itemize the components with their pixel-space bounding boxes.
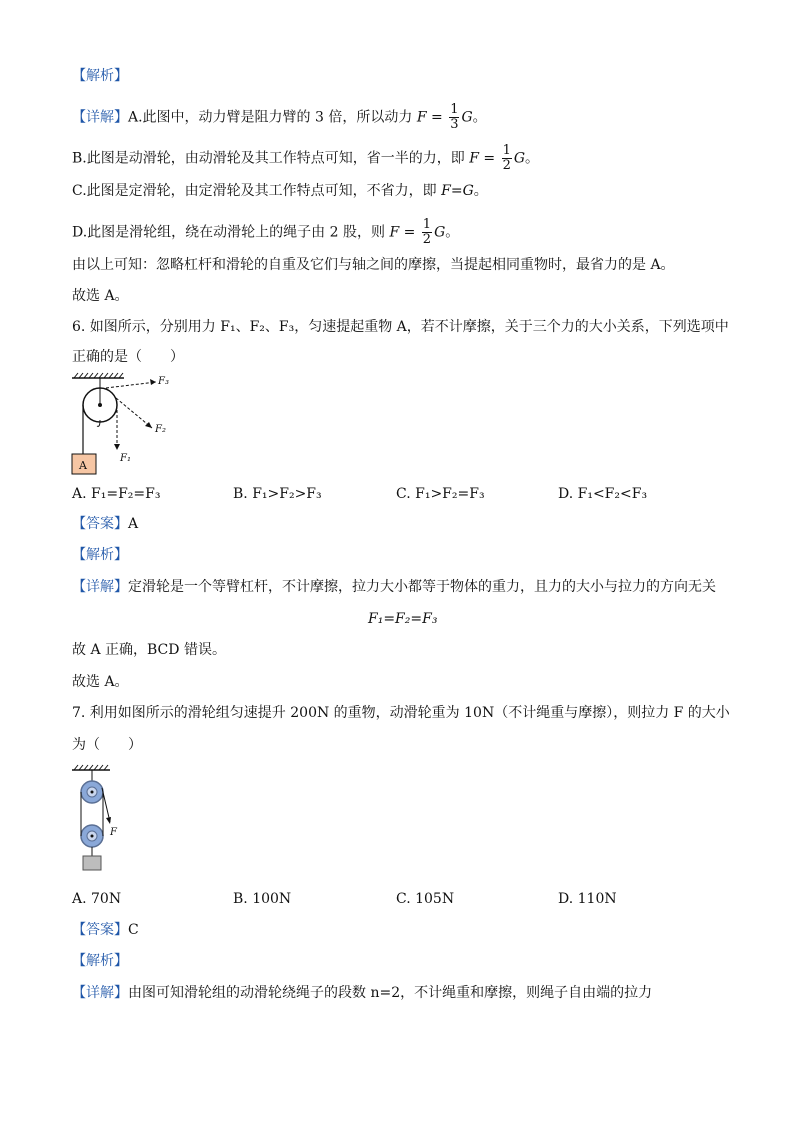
var-f: F	[389, 224, 400, 241]
q7-pulley-figure	[66, 762, 136, 874]
q7-stem-2: 为（ ）	[72, 737, 142, 753]
weight-block	[83, 856, 101, 870]
detail-line-c	[72, 181, 488, 201]
detail-text: D.此图是滑轮组，绕在动滑轮上的绳子由 2 股，则	[72, 224, 385, 241]
q7-option-c[interactable]: C. 105N	[396, 891, 455, 907]
q6-option-c[interactable]: C. F₁>F₂=F₃	[396, 486, 485, 502]
q6-option-d[interactable]: D. F₁<F₂<F₃	[558, 486, 648, 502]
period: 。	[525, 150, 540, 167]
f3-label: F₃	[158, 376, 169, 387]
period: 。	[472, 109, 487, 126]
fraction: $\frac{1}{2}$	[502, 143, 511, 173]
detail-label: 【详解】	[72, 579, 128, 595]
q7-option-b[interactable]: B. 100N	[233, 891, 292, 907]
f1-label: F₁	[120, 453, 131, 464]
q6-pulley-figure	[66, 368, 186, 478]
fraction: $\frac{1}{3}$	[450, 102, 459, 132]
equals: =	[426, 109, 448, 126]
q6-detail	[72, 577, 716, 597]
var-f: F	[469, 150, 479, 167]
detail-label: 【详解】	[72, 985, 128, 1001]
q7-analysis-heading: 【解析】	[72, 953, 128, 969]
equals: =	[399, 224, 420, 241]
period: 。	[473, 183, 488, 199]
equation: F=G	[441, 183, 474, 199]
q6-formula: F₁=F₂=F₃	[368, 611, 438, 627]
detail-text: A.此图中，动力臂是阻力臂的 3 倍，所以动力	[128, 109, 413, 126]
equals: =	[478, 150, 500, 167]
q6-stem-1: 6. 如图所示，分别用力 F₁、F₂、F₃，匀速提起重物 A，若不计摩擦，关于三个力的大小关系，下列选项中	[72, 319, 729, 335]
q7-detail	[72, 983, 652, 1003]
detail-text: 定滑轮是一个等臂杠杆，不计摩擦，拉力大小都等于物体的重力，且力的大小与拉力的方向无关	[128, 579, 716, 595]
answer-value: C	[128, 922, 139, 938]
answer-value: A	[128, 516, 139, 532]
q6-analysis-heading: 【解析】	[72, 547, 128, 563]
q6-stem-2: 正确的是（ ）	[72, 349, 184, 365]
q7-stem-1: 7. 利用如图所示的滑轮组匀速提升 200N 的重物，动滑轮重为 10N（不计绳重与摩擦），则拉力 F 的大小	[72, 705, 730, 721]
detail-text: B.此图是动滑轮，由动滑轮及其工作特点可知，省一半的力，即	[72, 150, 465, 167]
q6-choose: 故选 A。	[72, 674, 129, 690]
var-g: G	[434, 224, 446, 241]
q6-option-b[interactable]: B. F₁>F₂>F₃	[233, 486, 322, 502]
f-label: F	[110, 827, 117, 838]
analysis-heading: 【解析】	[72, 68, 128, 84]
period: 。	[445, 224, 460, 241]
q7-option-a[interactable]: A. 70N	[72, 891, 122, 907]
var-f: F	[416, 109, 427, 126]
detail-label: 【详解】	[72, 109, 128, 126]
var-g: G	[461, 109, 473, 126]
q7-option-d[interactable]: D. 110N	[558, 891, 617, 907]
q6-option-a[interactable]: A. F₁=F₂=F₃	[72, 486, 161, 502]
detail-text: 由图可知滑轮组的动滑轮绕绳子的段数 n=2，不计绳重和摩擦，则绳子自由端的拉力	[128, 985, 653, 1001]
f2-label: F₂	[155, 424, 166, 435]
answer-label: 【答案】	[72, 922, 128, 938]
q6-result: 故 A 正确，BCD 错误。	[72, 642, 226, 658]
detail-line-d	[72, 218, 459, 247]
answer-label: 【答案】	[72, 516, 128, 532]
detail-line-a	[72, 103, 487, 132]
choose-line: 故选 A。	[72, 288, 129, 304]
q6-answer	[72, 514, 138, 534]
q7-answer	[72, 920, 139, 940]
detail-text: C.此图是定滑轮，由定滑轮及其工作特点可知，不省力，即	[72, 183, 442, 199]
block-a-label: A	[79, 459, 87, 472]
var-g: G	[513, 150, 526, 167]
fraction: $\frac{1}{2}$	[422, 217, 432, 247]
conclusion: 由以上可知：忽略杠杆和滑轮的自重及它们与轴之间的摩擦，当提起相同重物时，最省力的是 A。	[72, 257, 675, 273]
detail-line-b	[72, 144, 539, 173]
